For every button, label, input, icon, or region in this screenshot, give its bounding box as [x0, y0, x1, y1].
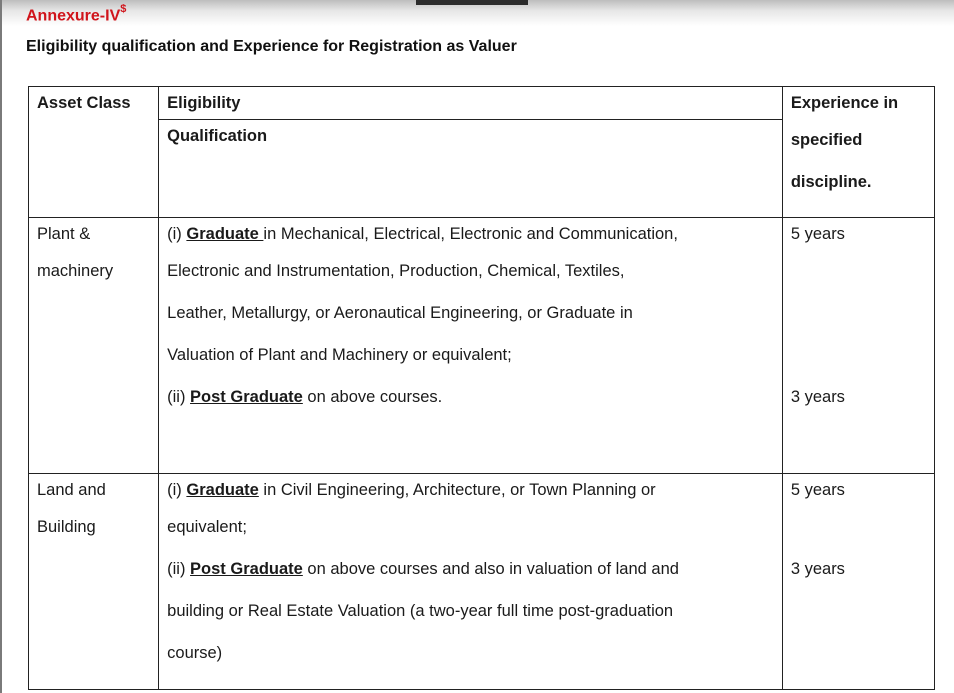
- qualification-line: course): [167, 644, 223, 662]
- qualification-line: Valuation of Plant and Machinery or equivalent;: [167, 346, 512, 364]
- asset-class-cell: [29, 218, 159, 474]
- qualification-emphasis: Graduate: [186, 225, 264, 243]
- annexure-superscript: $: [120, 3, 127, 15]
- eligibility-table: [28, 86, 935, 690]
- header-asset-class-label: Asset Class: [37, 94, 131, 112]
- experience-value: 3 years: [790, 560, 845, 578]
- asset-class-line: machinery: [37, 262, 114, 280]
- header-experience-line-1: Experience in: [790, 94, 899, 112]
- asset-class-line: Plant &: [37, 225, 91, 243]
- experience-value: 5 years: [790, 481, 845, 499]
- qualification-cell: [159, 474, 783, 690]
- asset-class-line: Building: [37, 518, 96, 536]
- header-experience-line-3: discipline.: [790, 173, 872, 191]
- experience-cell: [782, 218, 934, 474]
- qualification-line: equivalent;: [167, 518, 247, 536]
- header-eligibility-label: Eligibility: [167, 94, 241, 112]
- asset-class-line: Land and: [37, 481, 106, 499]
- experience-cell: [782, 474, 934, 690]
- document-heading: Eligibility qualification and Experience for Registration as Valuer: [26, 38, 517, 55]
- table-row: [29, 218, 935, 474]
- qualification-line: Electronic and Instrumentation, Production, Chemical, Textiles,: [167, 262, 625, 280]
- qualification-line: (ii) Post Graduate on above courses and also in valuation of land and: [167, 560, 679, 578]
- table-header-row: [29, 87, 935, 218]
- page-left-edge: [0, 0, 2, 693]
- experience-value: 5 years: [790, 225, 845, 243]
- header-qualification-label: Qualification: [167, 127, 268, 145]
- viewer-toolbar-tab[interactable]: [416, 0, 528, 5]
- qualification-emphasis: Post Graduate: [190, 560, 303, 578]
- header-asset-class: [29, 87, 159, 218]
- annexure-title: Annexure-IV$: [26, 3, 127, 25]
- experience-value: 3 years: [790, 388, 845, 406]
- qualification-emphasis: Graduate: [186, 481, 259, 499]
- header-experience: [782, 87, 934, 218]
- table-row: [29, 474, 935, 690]
- qualification-line: building or Real Estate Valuation (a two-year full time post-graduation: [167, 602, 674, 620]
- qualification-emphasis: Post Graduate: [190, 388, 303, 406]
- qualification-line: (i) Graduate in Civil Engineering, Architecture, or Town Planning or: [167, 481, 656, 499]
- asset-class-cell: [29, 474, 159, 690]
- qualification-cell: [159, 218, 783, 474]
- qualification-line: (i) Graduate in Mechanical, Electrical, Electronic and Communication,: [167, 225, 678, 243]
- qualification-line: (ii) Post Graduate on above courses.: [167, 388, 443, 406]
- qualification-line: Leather, Metallurgy, or Aeronautical Engineering, or Graduate in: [167, 304, 633, 322]
- header-experience-line-2: specified: [790, 131, 863, 149]
- header-eligibility: [159, 87, 783, 218]
